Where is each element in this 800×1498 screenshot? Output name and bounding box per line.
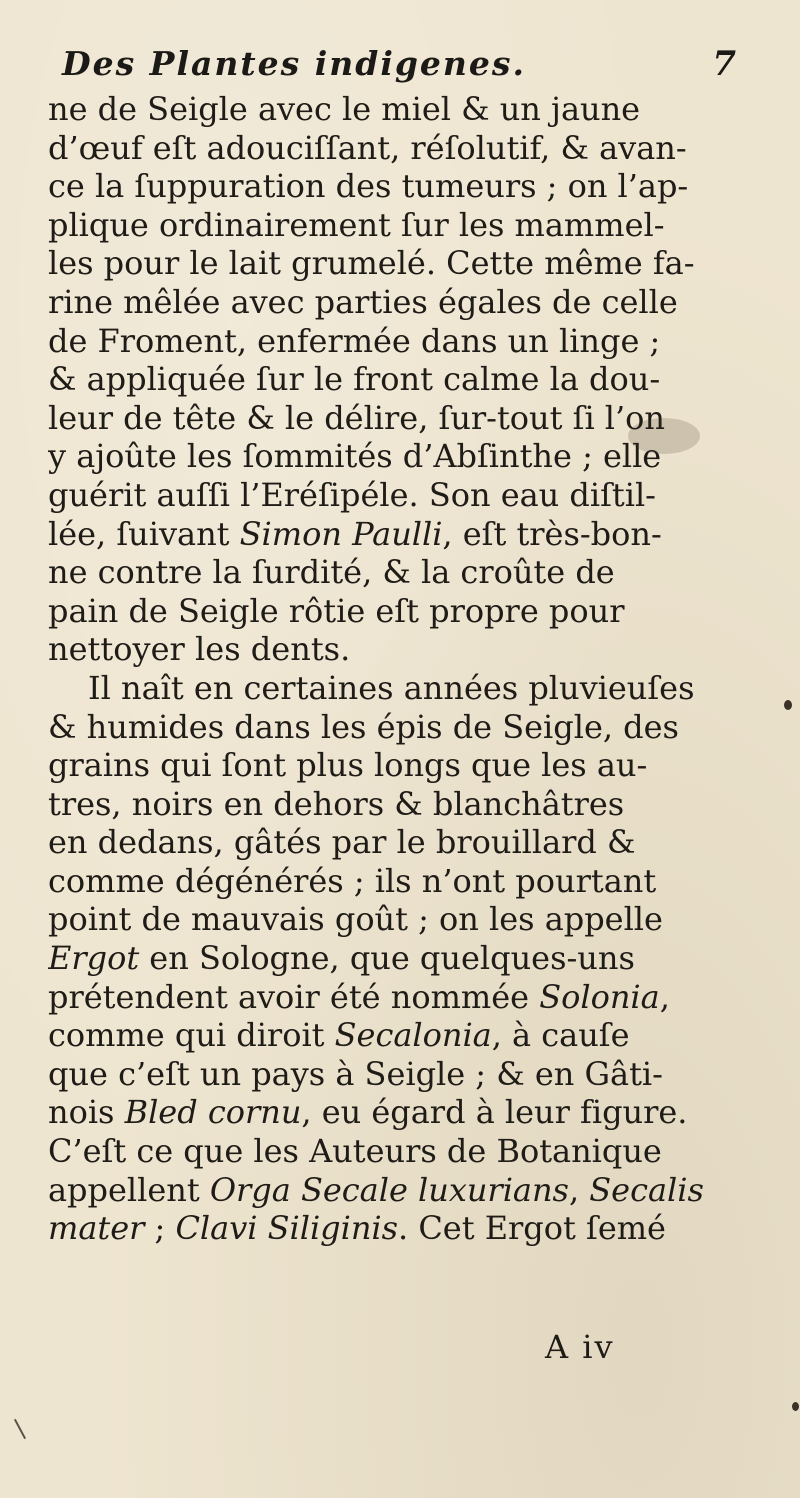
- text-segment: , eu égard à leur figure.: [301, 1093, 688, 1132]
- text-segment: tres, noirs en dehors & blanchâtres: [48, 784, 625, 823]
- text-segment: comme qui diroit: [48, 1016, 335, 1055]
- ink-speck: [792, 1402, 799, 1411]
- text-segment: . Cet Ergot ſemé: [398, 1209, 666, 1248]
- text-line: [48, 669, 768, 708]
- text-line: [48, 476, 768, 515]
- text-line: [48, 1016, 768, 1055]
- text-segment: de Froment, enfermée dans un linge ;: [48, 321, 661, 360]
- italic-text: mater: [48, 1209, 145, 1248]
- text-segment: pain de Seigle rôtie eſt propre pour: [48, 591, 625, 630]
- text-segment: lée, ſuivant: [48, 514, 240, 553]
- text-segment: ,: [568, 1170, 590, 1209]
- text-segment: grains qui ſont plus longs que les au-: [48, 746, 648, 785]
- text-segment: & humides dans les épis de Seigle, des: [48, 707, 679, 746]
- text-line: [48, 1055, 768, 1094]
- text-line: [48, 1093, 768, 1132]
- text-line: [48, 592, 768, 631]
- text-segment: appellent: [48, 1170, 210, 1209]
- text-line: [48, 129, 768, 168]
- page-header: [62, 44, 742, 88]
- text-segment: & appliquée ſur le front calme la dou-: [48, 360, 661, 399]
- text-line: [48, 322, 768, 361]
- margin-mark: [14, 1419, 26, 1439]
- text-line: [48, 206, 768, 245]
- text-segment: les pour le lait grumelé. Cette même fa-: [48, 244, 695, 283]
- text-segment: y ajoûte les ſommités d’Abſinthe ; elle: [48, 437, 662, 476]
- text-segment: prétendent avoir été nommée: [48, 977, 540, 1016]
- text-segment: leur de tête & le délire, ſur-tout ſi l’on: [48, 398, 666, 437]
- text-segment: en Sologne, que quelques-uns: [139, 939, 635, 978]
- italic-text: Simon Paulli: [239, 514, 443, 553]
- text-segment: ce la ſuppuration des tumeurs ; on l’ap-: [48, 167, 689, 206]
- text-line: [48, 785, 768, 824]
- text-line: [48, 167, 768, 206]
- running-title: Des Plantes indigenes.: [62, 44, 526, 83]
- ink-speck: [784, 700, 792, 710]
- text-line: [48, 823, 768, 862]
- text-segment: nois: [48, 1093, 125, 1132]
- text-segment: C’eſt ce que les Auteurs de Botanique: [48, 1132, 662, 1171]
- italic-text: Ergot: [48, 939, 140, 978]
- text-segment: , eſt très-bon-: [442, 514, 662, 553]
- text-line: [48, 515, 768, 554]
- italic-text: Bled cornu: [124, 1093, 302, 1132]
- text-segment: que c’eſt un pays à Seigle ; & en Gâti-: [48, 1054, 663, 1093]
- italic-text: Secalonia: [334, 1016, 492, 1055]
- text-segment: ,: [659, 977, 670, 1016]
- text-line: [48, 1171, 768, 1210]
- page-number: 7: [712, 44, 736, 84]
- italic-text: Secalis: [589, 1170, 704, 1209]
- text-line: [48, 939, 768, 978]
- text-segment: Il naît en certaines années pluvieuſes: [88, 668, 695, 707]
- text-line: [48, 360, 768, 399]
- text-line: [48, 1209, 768, 1248]
- ink-smudge: [628, 418, 700, 454]
- text-line: [48, 708, 768, 747]
- text-line: [48, 862, 768, 901]
- body-text: [48, 90, 768, 1248]
- italic-text: Solonia: [539, 977, 660, 1016]
- signature-mark: A iv: [545, 1328, 615, 1366]
- text-segment: point de mauvais goût ; on les appelle: [48, 900, 663, 939]
- text-segment: ;: [144, 1209, 176, 1248]
- text-line: [48, 978, 768, 1017]
- text-segment: ne contre la ſurdité, & la croûte de: [48, 553, 615, 592]
- text-segment: guérit auſſi l’Eréſipéle. Son eau diſtil-: [48, 475, 656, 514]
- text-line: [48, 746, 768, 785]
- text-segment: ne de Seigle avec le miel & un jaune: [48, 90, 641, 128]
- text-line: [48, 283, 768, 322]
- text-segment: rine mêlée avec parties égales de celle: [48, 282, 678, 321]
- text-segment: d’œuf eſt adouciſſant, réſolutif, & avan-: [48, 128, 687, 167]
- text-line: [48, 1132, 768, 1171]
- text-segment: comme dégénérés ; ils n’ont pourtant: [48, 861, 657, 900]
- text-segment: en dedans, gâtés par le brouillard &: [48, 823, 636, 862]
- text-line: [48, 630, 768, 669]
- text-line: [48, 244, 768, 283]
- text-line: [48, 553, 768, 592]
- text-line: [48, 90, 768, 129]
- italic-text: Clavi Siliginis: [175, 1209, 399, 1248]
- text-segment: nettoyer les dents.: [48, 630, 351, 669]
- text-segment: plique ordinairement ſur les mammel-: [48, 205, 665, 244]
- text-line: [48, 900, 768, 939]
- italic-text: Orga Secale luxurians: [209, 1170, 569, 1209]
- text-segment: , à cauſe: [491, 1016, 630, 1055]
